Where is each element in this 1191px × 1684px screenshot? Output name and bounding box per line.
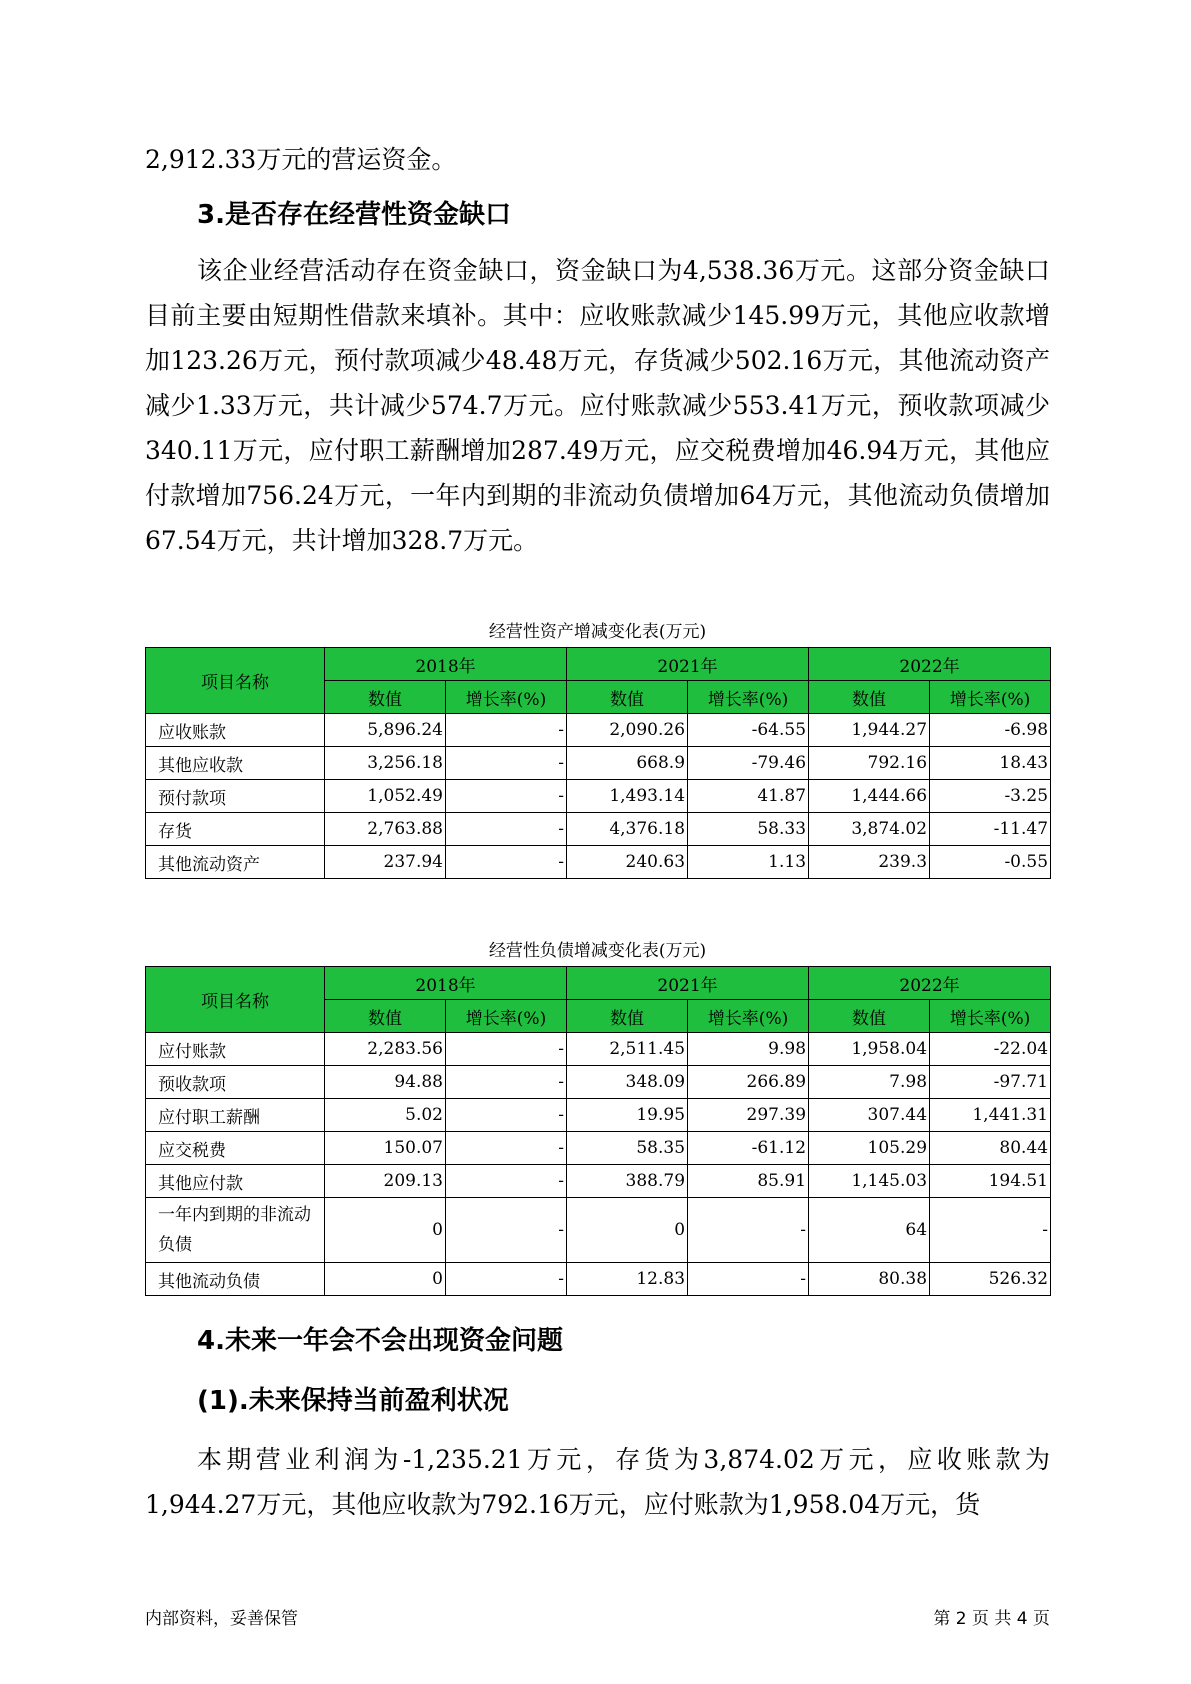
cell-value-2022: 3,874.02 (809, 813, 930, 846)
cell-value-2018: 94.88 (325, 1066, 446, 1099)
row-name: 预收款项 (146, 1066, 325, 1099)
cell-growth-2021: 1.13 (688, 846, 809, 879)
cell-value-2022: 64 (809, 1198, 930, 1263)
section3-heading: 3.是否存在经营性资金缺口 (197, 200, 511, 230)
cell-value-2018: 1,052.49 (325, 780, 446, 813)
cell-value-2022: 1,944.27 (809, 714, 930, 747)
header-value: 数值 (325, 1000, 446, 1033)
header-value: 数值 (809, 681, 930, 714)
row-name: 应收账款 (146, 714, 325, 747)
assets-table (145, 647, 1051, 879)
cell-growth-2018: - (446, 747, 567, 780)
cell-growth-2018: - (446, 846, 567, 879)
header-growth: 增长率(%) (446, 681, 567, 714)
section3-paragraph-block (145, 248, 1050, 563)
cell-growth-2021: 266.89 (688, 1066, 809, 1099)
cell-growth-2022: -11.47 (930, 813, 1051, 846)
row-name: 其他流动负债 (146, 1263, 325, 1296)
section4-paragraph-block (145, 1437, 1050, 1527)
cell-value-2022: 1,958.04 (809, 1033, 930, 1066)
cell-growth-2021: - (688, 1198, 809, 1263)
cell-growth-2021: 297.39 (688, 1099, 809, 1132)
cell-growth-2022: - (930, 1198, 1051, 1263)
footer-page-number: 第 2 页 共 4 页 (933, 1609, 1050, 1629)
cell-value-2018: 2,763.88 (325, 813, 446, 846)
cell-value-2022: 7.98 (809, 1066, 930, 1099)
header-item-name: 项目名称 (146, 967, 325, 1033)
header-value: 数值 (325, 681, 446, 714)
header-growth: 增长率(%) (688, 681, 809, 714)
row-name: 存货 (146, 813, 325, 846)
header-growth: 增长率(%) (930, 1000, 1051, 1033)
row-name: 应付职工薪酬 (146, 1099, 325, 1132)
cell-value-2022: 792.16 (809, 747, 930, 780)
cell-growth-2018: - (446, 1198, 567, 1263)
header-growth: 增长率(%) (688, 1000, 809, 1033)
row-name: 其他应付款 (146, 1165, 325, 1198)
header-year-2018: 2018年 (325, 967, 567, 1000)
cell-growth-2022: -6.98 (930, 714, 1051, 747)
section4-subheading: (1).未来保持当前盈利状况 (197, 1386, 509, 1416)
cell-value-2018: 209.13 (325, 1165, 446, 1198)
section4-heading: 4.未来一年会不会出现资金问题 (197, 1326, 563, 1356)
cell-growth-2021: 58.33 (688, 813, 809, 846)
cell-value-2022: 1,145.03 (809, 1165, 930, 1198)
cell-growth-2021: 9.98 (688, 1033, 809, 1066)
cell-value-2018: 2,283.56 (325, 1033, 446, 1066)
cell-value-2021: 0 (567, 1198, 688, 1263)
row-name: 预付款项 (146, 780, 325, 813)
cell-growth-2022: -3.25 (930, 780, 1051, 813)
cell-growth-2018: - (446, 1033, 567, 1066)
cell-value-2018: 237.94 (325, 846, 446, 879)
cell-growth-2022: -22.04 (930, 1033, 1051, 1066)
assets-table-caption: 经营性资产增减变化表(万元) (488, 622, 707, 642)
cell-value-2018: 0 (325, 1263, 446, 1296)
header-year-2021: 2021年 (567, 967, 809, 1000)
cell-value-2021: 668.9 (567, 747, 688, 780)
liabilities-table (145, 966, 1051, 1296)
cell-value-2022: 307.44 (809, 1099, 930, 1132)
cell-growth-2021: -79.46 (688, 747, 809, 780)
cell-growth-2021: - (688, 1263, 809, 1296)
section4-paragraph: 本期营业利润为-1,235.21万元，存货为3,874.02万元，应收账款为1,944.27万元，其他应收款为792.16万元，应付账款为1,958.04万元，货 (145, 1445, 1050, 1519)
header-item-name: 项目名称 (146, 648, 325, 714)
cell-growth-2022: 80.44 (930, 1132, 1051, 1165)
cell-growth-2021: -61.12 (688, 1132, 809, 1165)
table-row (146, 1132, 1051, 1165)
cell-value-2021: 4,376.18 (567, 813, 688, 846)
cell-growth-2022: 526.32 (930, 1263, 1051, 1296)
intro-line: 2,912.33万元的营运资金。 (145, 145, 457, 174)
row-name: 一年内到期的非流动负债 (146, 1198, 325, 1263)
table-row (146, 1099, 1051, 1132)
cell-growth-2018: - (446, 714, 567, 747)
table-row (146, 747, 1051, 780)
cell-value-2021: 240.63 (567, 846, 688, 879)
header-year-2021: 2021年 (567, 648, 809, 681)
footer-confidential-note: 内部资料，妥善保管 (145, 1609, 298, 1629)
cell-growth-2018: - (446, 1263, 567, 1296)
cell-growth-2018: - (446, 1066, 567, 1099)
cell-value-2021: 388.79 (567, 1165, 688, 1198)
header-growth: 增长率(%) (930, 681, 1051, 714)
table-row (146, 780, 1051, 813)
cell-growth-2022: -97.71 (930, 1066, 1051, 1099)
table-row (146, 846, 1051, 879)
row-name: 其他流动资产 (146, 846, 325, 879)
table-row (146, 1033, 1051, 1066)
cell-value-2022: 239.3 (809, 846, 930, 879)
row-name: 应交税费 (146, 1132, 325, 1165)
header-year-2022: 2022年 (809, 967, 1051, 1000)
cell-growth-2022: 18.43 (930, 747, 1051, 780)
header-growth: 增长率(%) (446, 1000, 567, 1033)
header-value: 数值 (567, 1000, 688, 1033)
row-name: 应付账款 (146, 1033, 325, 1066)
cell-growth-2018: - (446, 780, 567, 813)
header-value: 数值 (567, 681, 688, 714)
table-row (146, 813, 1051, 846)
cell-value-2021: 348.09 (567, 1066, 688, 1099)
cell-value-2018: 150.07 (325, 1132, 446, 1165)
cell-value-2018: 0 (325, 1198, 446, 1263)
cell-value-2018: 5,896.24 (325, 714, 446, 747)
cell-value-2022: 105.29 (809, 1132, 930, 1165)
table-row (146, 714, 1051, 747)
cell-growth-2021: -64.55 (688, 714, 809, 747)
cell-growth-2018: - (446, 1099, 567, 1132)
cell-growth-2018: - (446, 1132, 567, 1165)
cell-value-2022: 80.38 (809, 1263, 930, 1296)
cell-value-2021: 2,090.26 (567, 714, 688, 747)
cell-growth-2022: 194.51 (930, 1165, 1051, 1198)
table-row (146, 1263, 1051, 1296)
cell-value-2021: 1,493.14 (567, 780, 688, 813)
table-row (146, 1066, 1051, 1099)
table-row (146, 1165, 1051, 1198)
cell-growth-2022: 1,441.31 (930, 1099, 1051, 1132)
intro-paragraph (145, 137, 1050, 182)
cell-growth-2021: 41.87 (688, 780, 809, 813)
header-year-2022: 2022年 (809, 648, 1051, 681)
cell-growth-2022: -0.55 (930, 846, 1051, 879)
cell-value-2021: 19.95 (567, 1099, 688, 1132)
table-row (146, 1198, 1051, 1263)
cell-growth-2018: - (446, 813, 567, 846)
cell-growth-2018: - (446, 1165, 567, 1198)
cell-value-2021: 2,511.45 (567, 1033, 688, 1066)
section3-paragraph: 该企业经营活动存在资金缺口，资金缺口为4,538.36万元。这部分资金缺口目前主要由短期性借款来填补。其中：应收账款减少145.99万元，其他应收款增加123.26万元，预付款项减少48.48万元，存货减少502.16万元，其他流动资产减少1.33万元，共计减少574.7万元。应付账款减少553.41万元，预收款项减少340.11万元，应付职工薪酬增加287.49万元，应交税费增加46.94万元，其他应付款增加756.24万元，一年内到期的非流动负债增加64万元，其他流动负债增加67.54万元，共计增加328.7万元。 (145, 256, 1050, 555)
cell-value-2018: 3,256.18 (325, 747, 446, 780)
header-year-2018: 2018年 (325, 648, 567, 681)
cell-value-2021: 12.83 (567, 1263, 688, 1296)
cell-value-2018: 5.02 (325, 1099, 446, 1132)
header-value: 数值 (809, 1000, 930, 1033)
cell-value-2022: 1,444.66 (809, 780, 930, 813)
liabilities-table-caption: 经营性负债增减变化表(万元) (488, 941, 707, 961)
cell-growth-2021: 85.91 (688, 1165, 809, 1198)
row-name: 其他应收款 (146, 747, 325, 780)
cell-value-2021: 58.35 (567, 1132, 688, 1165)
